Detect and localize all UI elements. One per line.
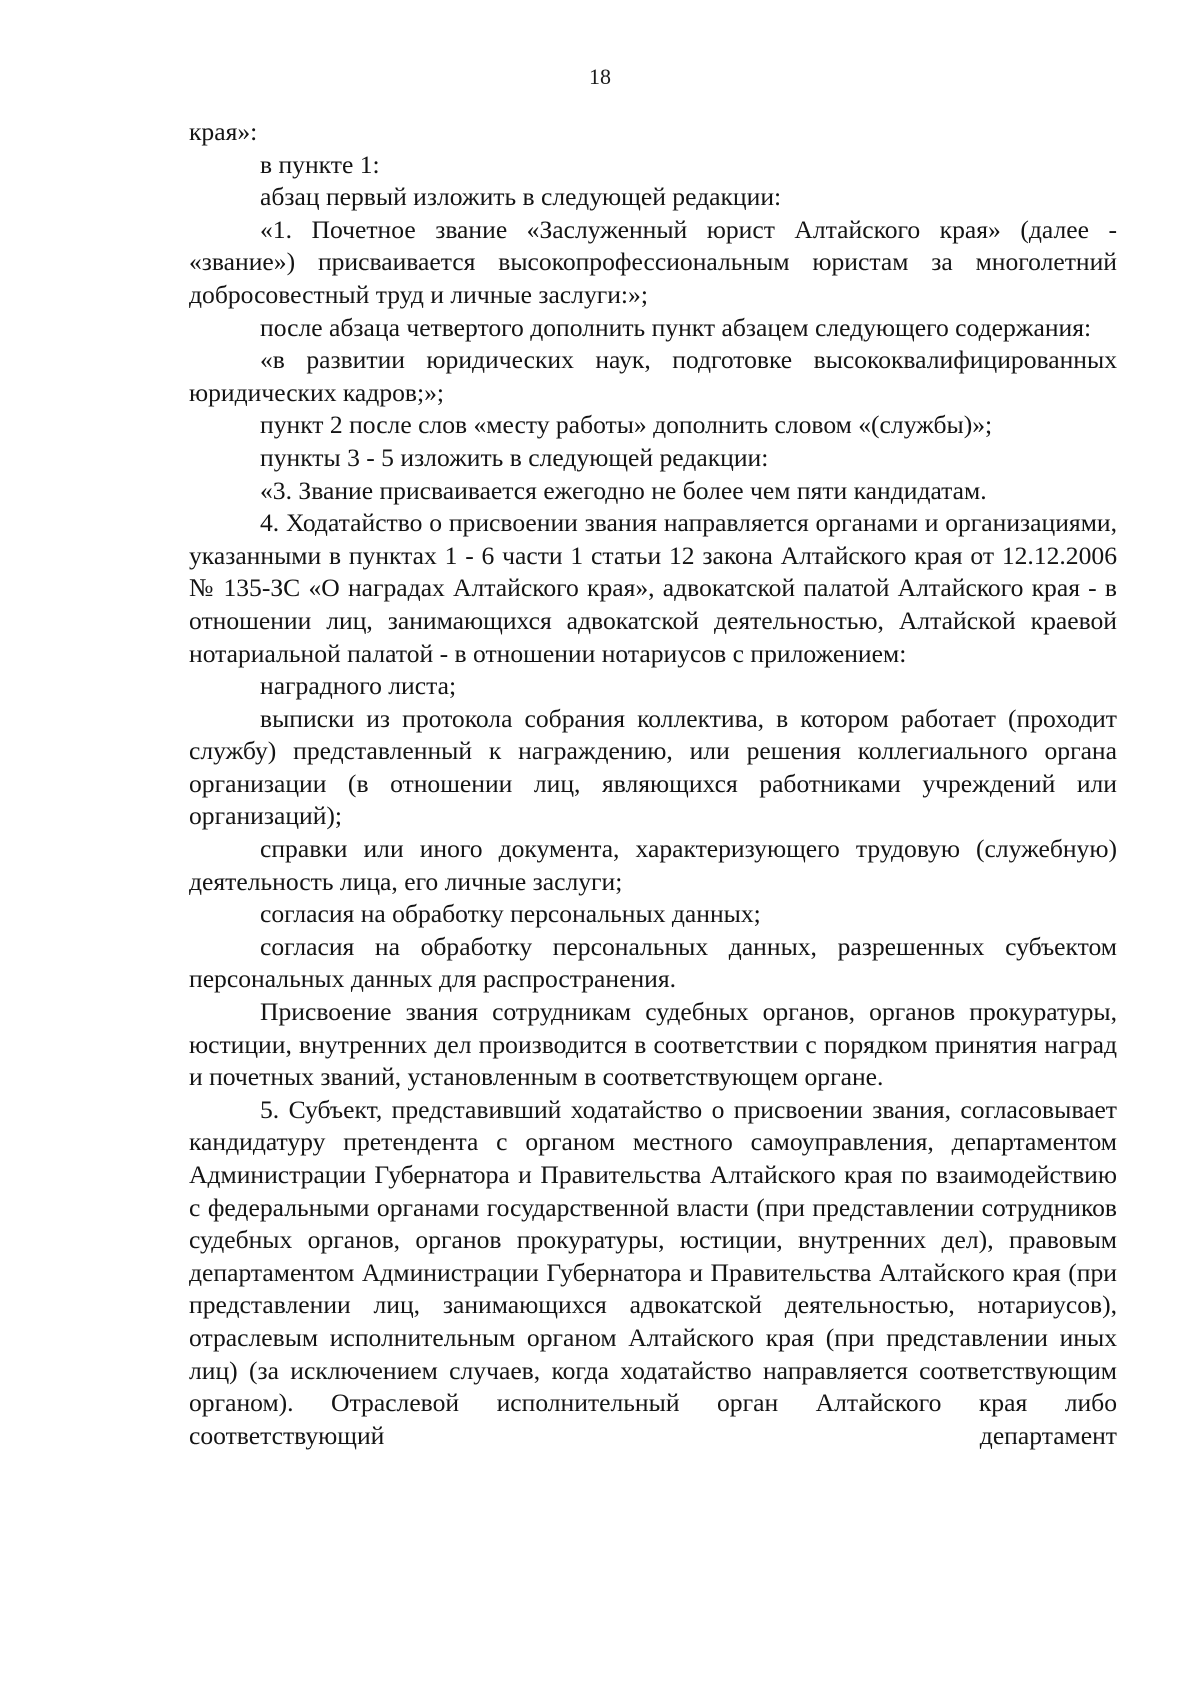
document-body	[189, 116, 1117, 1452]
paragraph: выписки из протокола собрания коллектива, в котором работает (проходит службу) представленный к награждению, или решения коллегиального органа организации (в отношении лиц, являющихся работниками учреждений или организаций);	[189, 703, 1117, 831]
paragraph: наградного листа;	[260, 671, 457, 701]
paragraph: «в развитии юридических наук, подготовке высококвалифицированных юридических кадров;»;	[189, 345, 1117, 407]
paragraph: справки или иного документа, характеризующего трудовую (служебную) деятельность лица, его личные заслуги;	[189, 834, 1117, 896]
paragraph: 5. Субъект, представивший ходатайство о присвоении звания, согласовывает кандидатуру претендента с органом местного самоуправления, департаментом Администрации Губернатора и Правительства Алтайского края по взаимодействию с федеральными органами государственной власти (при представлении сотрудников судебных органов, органов прокуратуры, юстиции, внутренних дел), правовым департаментом Администрации Губернатора и Правительства Алтайского края (при представлении лиц, занимающихся адвокатской деятельностью, нотариусов), отраслевым исполнительным органом Алтайского края (при представлении иных лиц) (за исключением случаев, когда ходатайство направляется соответствующим органом). Отраслевой исполнительный орган Алтайского края либо соответствующий департамент	[189, 1094, 1117, 1450]
paragraph: 4. Ходатайство о присвоении звания направляется органами и организациями, указанными в пунктах 1 - 6 части 1 статьи 12 закона Алтайского края от 12.12.2006 № 135-ЗС «О наградах Алтайского края», адвокатской палатой Алтайского края - в отношении лиц, занимающихся адвокатской деятельностью, Алтайской краевой нотариальной палатой - в отношении нотариусов с приложением:	[189, 508, 1117, 668]
paragraph: пункты 3 - 5 изложить в следующей редакции:	[260, 442, 769, 472]
paragraph: в пункте 1:	[260, 149, 380, 179]
paragraph: Присвоение звания сотрудникам судебных органов, органов прокуратуры, юстиции, внутренних дел производится в соответствии с порядком принятия наград и почетных званий, установленным в соответствующем органе.	[189, 997, 1117, 1092]
paragraph: после абзаца четвертого дополнить пункт абзацем следующего содержания:	[260, 312, 1092, 342]
paragraph: «3. Звание присваивается ежегодно не более чем пяти кандидатам.	[260, 475, 987, 505]
paragraph: «1. Почетное звание «Заслуженный юрист Алтайского края» (далее - «звание») присваивается высокопрофессиональным юристам за многолетний добросовестный труд и личные заслуги:»;	[189, 214, 1117, 309]
paragraph: края»:	[189, 117, 258, 146]
paragraph: пункт 2 после слов «месту работы» дополнить словом «(службы)»;	[260, 410, 993, 440]
page-number: 18	[589, 64, 611, 89]
paragraph: абзац первый изложить в следующей редакции:	[260, 182, 782, 212]
paragraph: согласия на обработку персональных данных;	[260, 899, 761, 929]
paragraph: согласия на обработку персональных данных, разрешенных субъектом персональных данных для распространения.	[189, 931, 1117, 994]
